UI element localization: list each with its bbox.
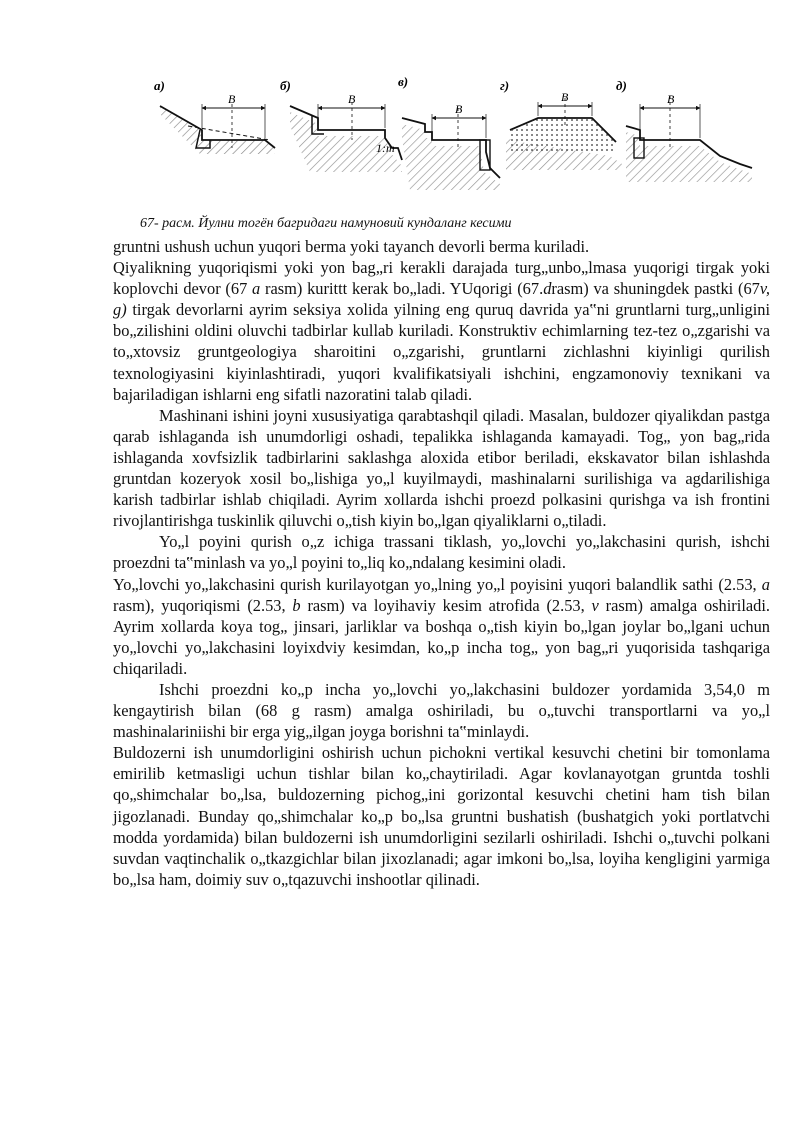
text-run: Mashinani ishini joyni xususiyatiga qarabtashqil qiladi. Masalan, buldozer qiyalikdan pastga qarab ishlaganda ish unumdorligi oshadi, tepalikka ishlaganda kamayadi. Tog„ yon bag„rida ishlaganda xovfsizlik tadbirlarini saklashga aloxida etibor beriladi, ekskavator bilan ishlashda gruntdan kozeryok xosil bo„lishiga yo„l kuyilmaydi, mashinalarni surilishiga va agdarilishiga karish tadbirlar ishlab chiqiladi. Ayrim xollarda ishchi proezd polkasini qurishga va ish frontini rivojlantirishga tuskinlik qiluvchi o„tish kiyin bo„lgan qiyaliklarni o„tiladi.: [113, 405, 770, 531]
section-d-label: д): [616, 78, 627, 93]
section-g-width-label: В: [561, 90, 569, 104]
paragraph: [113, 574, 770, 679]
section-g: [500, 78, 622, 170]
figure-caption: 67- расм. Йулни тогён багридаги намуновий кундаланг кесими: [140, 216, 512, 231]
section-g-label: г): [500, 78, 510, 93]
text-run: rasm), yuqoriqismi (2.53,: [113, 595, 293, 615]
text-run: a: [252, 279, 261, 299]
section-b-slope-label: 1:m: [376, 141, 395, 155]
text-run: tirgak devorlarni ayrim seksiya xolida yilning eng quruq davrida ya‟ni gruntlarni turg„unligini bo„zilishini oldini oluvchi tadbirlar kullab kuriladi. Konstruktiv echimlarning tez-tez o„zgarishi va to„xtovsiz gruntgeologiya sharoitini o„zgarishi, gruntlarni zichlashni kiyinligi qurilish texnologiyasini kiyinlashtiradi, yuqori kvalifikatsiyali ishchini, engzamonoviy texnikani va bajariladigan ishlarni eng sifatli nazoratini talab qiladi.: [113, 300, 770, 404]
section-v-label: в): [398, 74, 409, 89]
text-run: rasm) va shuningdek pastki (67: [551, 279, 760, 299]
text-run: v: [591, 595, 599, 615]
text-run: Ishchi proezdni ko„p incha yo„lovchi yo„lakchasini buldozer yordamida 3,54,0 m kengaytirish bilan (68 g rasm) amalga oshiriladi, bu o„tuvchi transportlarni va yo„l mashinalariniishi bir erga yig„ilgan joyga borishni ta‟minlaydi.: [113, 679, 770, 742]
cross-section-drawing: [140, 68, 760, 198]
paragraph: [113, 531, 770, 573]
text-run: Qiyalikning yuqoriqismi yoki yon bag„ri kerakli darajada turg„unbo„lmasa yuqorigi tirgak yoki koplovchi devor (67: [113, 258, 770, 299]
paragraph: [113, 257, 770, 405]
text-run: rasm) va loyihaviy kesim atrofida (2.53,: [300, 595, 592, 615]
section-a-label: а): [154, 78, 165, 93]
text-run: a: [761, 574, 770, 594]
text-run: b: [292, 595, 301, 615]
text-run: rasm) amalga oshiriladi. Ayrim xollarda koya tog„ jinsari, jarliklar va boshqa o„tish kiyin bo„lgan joylar bo„lgani uchun yo„lovchi yo„lakchasini loyixdviy kesimdan, ko„p incha tog„ yon bag„ri yuqorisida tashqariga chiqariladi.: [113, 595, 770, 678]
text-run: d: [543, 279, 552, 299]
text-run: gruntni ushush uchun yuqori berma yoki tayanch devorli berma kuriladi.: [113, 237, 590, 256]
section-a: [154, 78, 275, 154]
section-d-width-label: В: [667, 92, 675, 106]
section-b-width-label: В: [348, 92, 356, 106]
section-v: [398, 74, 500, 190]
text-run: Yo„lovchi yo„lakchasini qurish kurilayotgan yo„lning yo„l poyisini yuqori balandlik sathi (2.53,: [113, 574, 762, 594]
section-a-width-label: В: [228, 92, 236, 106]
section-d: [616, 78, 752, 182]
cross-section-figure: [140, 68, 760, 198]
section-v-width-label: В: [455, 102, 463, 116]
section-b-label: б): [280, 78, 291, 93]
paragraph: [113, 405, 770, 532]
paragraph: [113, 679, 770, 742]
paragraph: [113, 236, 770, 257]
body-text: [113, 236, 770, 890]
text-run: v, g): [113, 279, 771, 320]
paragraph: [113, 742, 770, 890]
section-b: [280, 78, 402, 172]
text-run: rasm) kurittt kerak bo„ladi. YUqorigi (67.: [260, 279, 544, 299]
text-run: Yo„l poyini qurish o„z ichiga trassani tiklash, yo„lovchi yo„lakchasini qurish, ishchi proezdni ta‟minlash va yo„l poyini to„liq ko„ndalang kesimini oladi.: [113, 532, 770, 573]
text-run: Buldozerni ish unumdorligini oshirish uchun pichokni vertikal kesuvchi chetini bir tomonlama emirilib ketmasligi uchun tishlar bilan ko„chaytiriladi. Agar kovlanayotgan gruntda toshli qo„shimchalar bo„lsa, buldozerning pichog„ini gorizontal kesuvchi chetini ham tish bilan jigozlanadi. Bunday qo„shimchalar ko„p bo„lsa gruntni bushatish (bushatgich yoki portlatvchi modda yordamida) bilan buldozerni ish unumdorligini sezilarli oshiriladi. Ishchi o„tuvchi polkani suvdan vaqtinchalik o„tkazgichlar bilan jixozlanadi; agar imkoni bo„lsa, loyiha kengligini yarmiga bo„lsa ham, doimiy suv o„tqazuvchi inshootlar qilinadi.: [113, 743, 770, 889]
